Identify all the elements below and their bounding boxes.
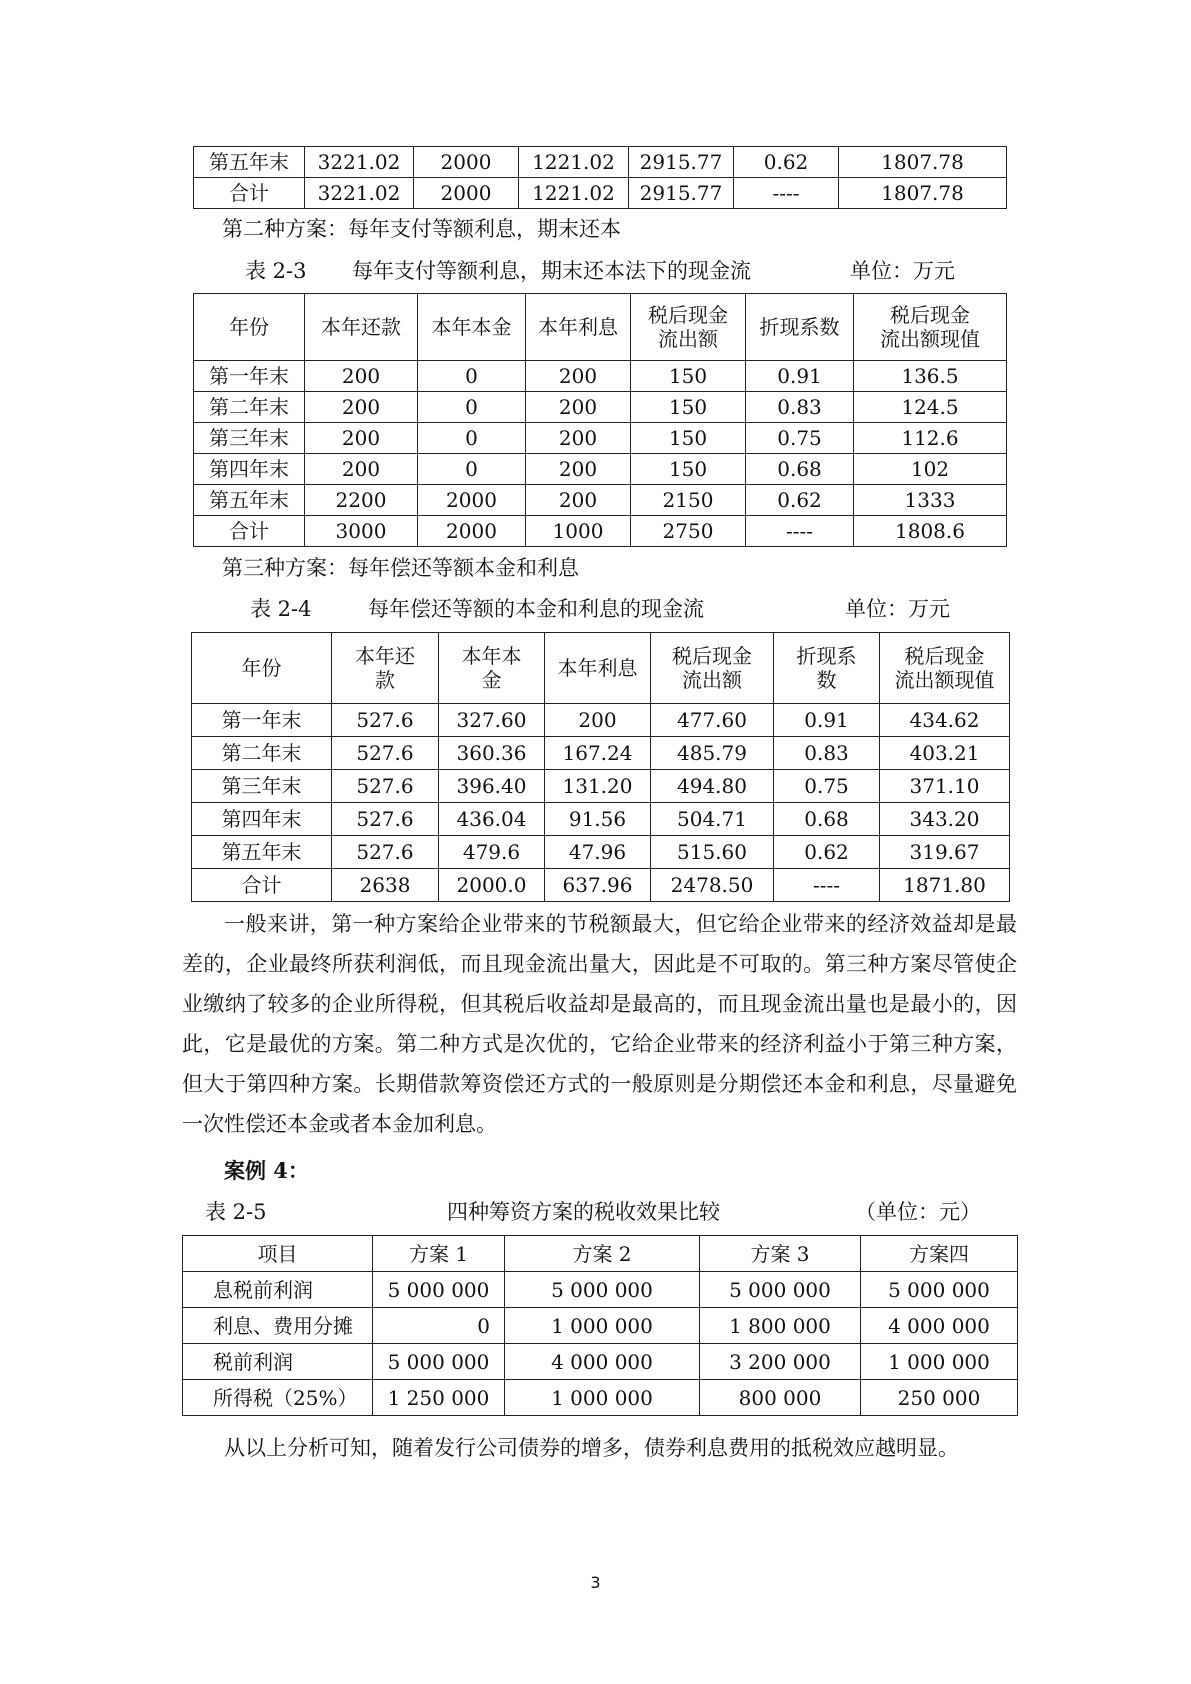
table-cell: 136.5 <box>854 361 1007 392</box>
table-cell: 494.80 <box>651 770 774 803</box>
row-label-cell: 第三年末 <box>192 770 332 803</box>
header-cell: 税后现金 流出额现值 <box>854 294 1007 361</box>
table-cell: 800 000 <box>700 1380 861 1416</box>
plan2-intro: 第二种方案：每年支付等额利息，期末还本 <box>222 217 621 241</box>
cash-flow-table-continued <box>193 146 1007 209</box>
header-cell: 年份 <box>194 294 305 361</box>
table25-unit: （单位：元） <box>855 1200 981 1224</box>
table-cell: 200 <box>526 454 631 485</box>
table-cell: 5 000 000 <box>700 1272 861 1308</box>
table-cell: 150 <box>631 392 746 423</box>
table-cell: 4 000 000 <box>505 1344 700 1380</box>
table-cell: 200 <box>526 361 631 392</box>
header-cell: 折现系 数 <box>774 633 880 704</box>
table-row <box>194 485 1007 516</box>
row-label-cell: 合计 <box>194 178 305 209</box>
row-label-cell: 第一年末 <box>194 361 305 392</box>
header-cell: 折现系数 <box>746 294 854 361</box>
row-label-cell: 合计 <box>192 869 332 902</box>
table-cell: 3 200 000 <box>700 1344 861 1380</box>
table-row <box>183 1380 1018 1416</box>
table-cell: 0.62 <box>746 485 854 516</box>
table-cell: 1221.02 <box>519 147 629 178</box>
table-cell: 343.20 <box>880 803 1010 836</box>
header-cell: 税后现金 流出额现值 <box>880 633 1010 704</box>
table-cell: 112.6 <box>854 423 1007 454</box>
table-cell: 371.10 <box>880 770 1010 803</box>
table-cell: 360.36 <box>439 737 545 770</box>
table-cell: 1808.6 <box>854 516 1007 547</box>
table-cell: 0.91 <box>774 704 880 737</box>
table-cell: 0 <box>418 454 526 485</box>
table-2-4 <box>191 632 1010 902</box>
table-cell: 1 800 000 <box>700 1308 861 1344</box>
table-cell: 3221.02 <box>305 147 414 178</box>
row-label-cell: 息税前利润 <box>183 1272 373 1308</box>
table-2-5 <box>182 1235 1018 1416</box>
table-row <box>194 454 1007 485</box>
table-2-3 <box>193 293 1007 547</box>
table-row <box>192 737 1010 770</box>
table-cell: 2638 <box>332 869 439 902</box>
table-row <box>192 770 1010 803</box>
table-header-row <box>192 633 1010 704</box>
top-table-body <box>194 147 1007 209</box>
table-cell: 434.62 <box>880 704 1010 737</box>
table-row <box>194 423 1007 454</box>
header-cell: 本年还款 <box>305 294 418 361</box>
table-cell: 150 <box>631 423 746 454</box>
analysis-paragraph <box>182 904 1017 1144</box>
table-cell: 0.91 <box>746 361 854 392</box>
table23-number: 表 2-3 <box>245 259 307 283</box>
table-cell: 1000 <box>526 516 631 547</box>
conclusion-text: 从以上分析可知，随着发行公司债券的增多，债券利息费用的抵税效应越明显。 <box>224 1436 959 1460</box>
table-cell: 167.24 <box>545 737 651 770</box>
table-row <box>194 361 1007 392</box>
table24-body <box>192 633 1010 902</box>
table-row <box>194 147 1007 178</box>
table25-title: 四种筹资方案的税收效果比较 <box>447 1200 720 1224</box>
table-cell: 527.6 <box>332 737 439 770</box>
table-cell: 0.75 <box>746 423 854 454</box>
table-cell: 1 000 000 <box>505 1308 700 1344</box>
table-cell: 200 <box>526 423 631 454</box>
table-cell: 2478.50 <box>651 869 774 902</box>
table-row <box>183 1272 1018 1308</box>
table-cell: 515.60 <box>651 836 774 869</box>
table-cell: 1221.02 <box>519 178 629 209</box>
table-cell: 5 000 000 <box>505 1272 700 1308</box>
table-header-row <box>194 294 1007 361</box>
table-cell: 319.67 <box>880 836 1010 869</box>
row-label-cell: 税前利润 <box>183 1344 373 1380</box>
table-row <box>192 836 1010 869</box>
table-cell: 200 <box>526 392 631 423</box>
header-cell: 税后现金 流出额 <box>631 294 746 361</box>
table-cell: 4 000 000 <box>861 1308 1018 1344</box>
table-cell: 1 000 000 <box>505 1380 700 1416</box>
header-cell: 税后现金 流出额 <box>651 633 774 704</box>
row-label-cell: 第五年末 <box>194 147 305 178</box>
row-label-cell: 第五年末 <box>194 485 305 516</box>
row-label-cell: 第三年末 <box>194 423 305 454</box>
table-cell: 102 <box>854 454 1007 485</box>
table-cell: 327.60 <box>439 704 545 737</box>
table-cell: 200 <box>305 361 418 392</box>
table-header-row <box>183 1236 1018 1272</box>
table-cell: 2750 <box>631 516 746 547</box>
table-cell: 5 000 000 <box>373 1344 505 1380</box>
row-label-cell: 所得税（25%） <box>183 1380 373 1416</box>
table-cell: 5 000 000 <box>373 1272 505 1308</box>
header-cell: 本年利息 <box>545 633 651 704</box>
table-cell: 527.6 <box>332 704 439 737</box>
table-cell: 200 <box>305 423 418 454</box>
table-cell: 2915.77 <box>629 178 734 209</box>
header-cell: 本年利息 <box>526 294 631 361</box>
table-cell: 91.56 <box>545 803 651 836</box>
table-cell: 2150 <box>631 485 746 516</box>
table-cell: 527.6 <box>332 836 439 869</box>
table-row <box>192 803 1010 836</box>
plan3-intro: 第三种方案：每年偿还等额本金和利息 <box>222 556 579 580</box>
header-cell: 方案 1 <box>373 1236 505 1272</box>
table-row <box>183 1344 1018 1380</box>
row-label-cell: 第五年末 <box>192 836 332 869</box>
table-cell: ---- <box>774 869 880 902</box>
table-cell: 0 <box>418 392 526 423</box>
header-cell: 项目 <box>183 1236 373 1272</box>
table-cell: 1 000 000 <box>861 1344 1018 1380</box>
table-cell: 0.83 <box>774 737 880 770</box>
table-row <box>183 1308 1018 1344</box>
header-cell: 方案 2 <box>505 1236 700 1272</box>
header-cell: 本年本金 <box>418 294 526 361</box>
table24-number: 表 2-4 <box>250 597 312 621</box>
table-row <box>192 869 1010 902</box>
table-row <box>192 704 1010 737</box>
table-cell: 396.40 <box>439 770 545 803</box>
table-cell: 200 <box>545 704 651 737</box>
table-cell: 1 250 000 <box>373 1380 505 1416</box>
table24-title: 每年偿还等额的本金和利息的现金流 <box>368 597 704 621</box>
row-label-cell: 第四年末 <box>192 803 332 836</box>
table-cell: 2200 <box>305 485 418 516</box>
analysis-text: 一般来讲，第一种方案给企业带来的节税额最大，但它给企业带来的经济效益却是最差的，企业最终所获利润低，而且现金流出量大，因此是不可取的。第三种方案尽管使企业缴纳了较多的企业所得税，但其税后收益却是最高的，而且现金流出量也是最小的，因此，它是最优的方案。第二种方式是次优的，它给企业带来的经济利益小于第三种方案，但大于第四种方案。长期借款筹资偿还方式的一般原则是分期偿还本金和利息，尽量避免一次性偿还本金或者本金加利息。 <box>182 912 1017 1136</box>
table-cell: 2915.77 <box>629 147 734 178</box>
header-cell: 方案 3 <box>700 1236 861 1272</box>
table-cell: 1871.80 <box>880 869 1010 902</box>
table25-body <box>183 1236 1018 1416</box>
table-cell: 2000.0 <box>439 869 545 902</box>
table25-number: 表 2-5 <box>205 1200 267 1224</box>
table-cell: 150 <box>631 361 746 392</box>
header-cell: 本年还 款 <box>332 633 439 704</box>
table-cell: 0 <box>418 423 526 454</box>
table-cell: 0.68 <box>746 454 854 485</box>
table23-title: 每年支付等额利息，期末还本法下的现金流 <box>352 259 751 283</box>
table-cell: 477.60 <box>651 704 774 737</box>
page-number: 3 <box>590 1573 601 1592</box>
table-row <box>194 178 1007 209</box>
row-label-cell: 第二年末 <box>194 392 305 423</box>
table-cell: 2000 <box>414 178 519 209</box>
table-cell: 124.5 <box>854 392 1007 423</box>
header-cell: 本年本 金 <box>439 633 545 704</box>
table-cell: 250 000 <box>861 1380 1018 1416</box>
table-cell: 5 000 000 <box>861 1272 1018 1308</box>
table-cell: 527.6 <box>332 770 439 803</box>
table-cell: 200 <box>305 392 418 423</box>
table-cell: 479.6 <box>439 836 545 869</box>
table-cell: 0.83 <box>746 392 854 423</box>
table-cell: 0 <box>373 1308 505 1344</box>
table-cell: 504.71 <box>651 803 774 836</box>
row-label-cell: 第一年末 <box>192 704 332 737</box>
row-label-cell: 第二年末 <box>192 737 332 770</box>
table-cell: 47.96 <box>545 836 651 869</box>
table-cell: 3221.02 <box>305 178 414 209</box>
header-cell: 年份 <box>192 633 332 704</box>
table-cell: ---- <box>746 516 854 547</box>
table-cell: 403.21 <box>880 737 1010 770</box>
table-cell: 1807.78 <box>839 147 1007 178</box>
row-label-cell: 利息、费用分摊 <box>183 1308 373 1344</box>
case-heading: 案例 4： <box>224 1158 309 1183</box>
table-cell: 2000 <box>418 516 526 547</box>
table23-body <box>194 294 1007 547</box>
table-cell: 436.04 <box>439 803 545 836</box>
table-cell: 485.79 <box>651 737 774 770</box>
row-label-cell: 第四年末 <box>194 454 305 485</box>
table-cell: ---- <box>734 178 839 209</box>
table-row <box>194 392 1007 423</box>
table-cell: 637.96 <box>545 869 651 902</box>
table-cell: 131.20 <box>545 770 651 803</box>
table-cell: 200 <box>526 485 631 516</box>
table-row <box>194 516 1007 547</box>
table-cell: 0.62 <box>774 836 880 869</box>
table23-unit: 单位：万元 <box>850 259 955 283</box>
table-cell: 0 <box>418 361 526 392</box>
table-cell: 0.75 <box>774 770 880 803</box>
table-cell: 150 <box>631 454 746 485</box>
table24-unit: 单位：万元 <box>845 597 950 621</box>
row-label-cell: 合计 <box>194 516 305 547</box>
table-cell: 2000 <box>414 147 519 178</box>
table-cell: 0.62 <box>734 147 839 178</box>
header-cell: 方案四 <box>861 1236 1018 1272</box>
table-cell: 1333 <box>854 485 1007 516</box>
table-cell: 1807.78 <box>839 178 1007 209</box>
table-cell: 0.68 <box>774 803 880 836</box>
table-cell: 3000 <box>305 516 418 547</box>
table-cell: 527.6 <box>332 803 439 836</box>
table-cell: 2000 <box>418 485 526 516</box>
table-cell: 200 <box>305 454 418 485</box>
